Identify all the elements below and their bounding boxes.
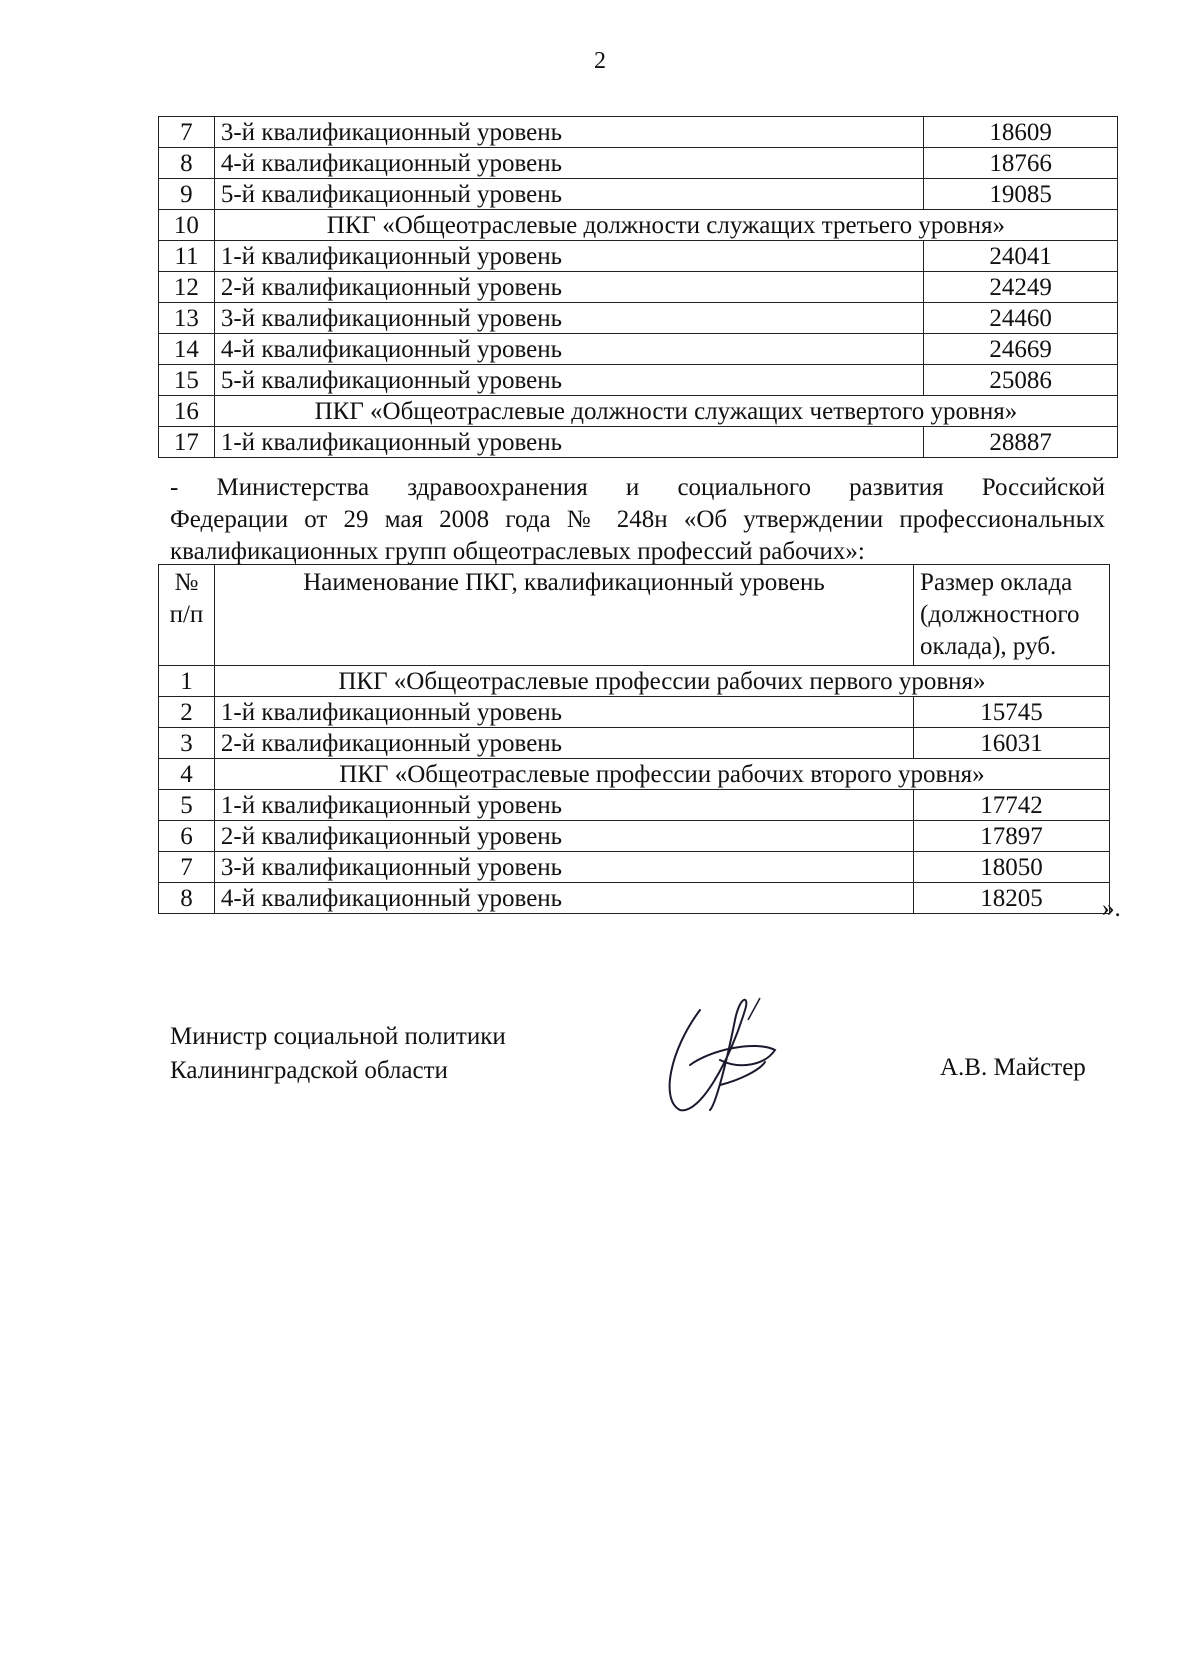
row-number: 3 bbox=[159, 728, 215, 759]
salary-value: 18766 bbox=[924, 148, 1118, 179]
level-label: 5-й квалификационный уровень bbox=[214, 179, 923, 210]
level-label: 2-й квалификационный уровень bbox=[214, 272, 923, 303]
salary-value: 15745 bbox=[914, 697, 1110, 728]
signatory-title-line: Министр социальной политики bbox=[170, 1023, 506, 1050]
table-row bbox=[159, 148, 1118, 179]
level-label: 2-й квалификационный уровень bbox=[214, 821, 913, 852]
table-header-row bbox=[159, 565, 1110, 666]
level-label: 1-й квалификационный уровень bbox=[214, 427, 923, 458]
worker-professions-salary-table bbox=[158, 564, 1110, 914]
row-number: 15 bbox=[159, 365, 215, 396]
header-salary: Размер оклада (должностного оклада), руб. bbox=[914, 565, 1110, 666]
row-number: 2 bbox=[159, 697, 215, 728]
decree-text-line: - Министерства здравоохранения и социального развития Российской bbox=[170, 474, 1105, 501]
salary-value: 17897 bbox=[914, 821, 1110, 852]
signatory-title bbox=[170, 1020, 506, 1088]
level-label: 1-й квалификационный уровень bbox=[214, 697, 913, 728]
row-number: 14 bbox=[159, 334, 215, 365]
salary-value: 18205 bbox=[914, 883, 1110, 914]
level-label: 4-й квалификационный уровень bbox=[214, 148, 923, 179]
salary-value: 19085 bbox=[924, 179, 1118, 210]
row-number: 16 bbox=[159, 396, 215, 427]
table-row bbox=[159, 117, 1118, 148]
header-num: № п/п bbox=[159, 565, 215, 666]
group-header-row bbox=[159, 666, 1110, 697]
row-number: 12 bbox=[159, 272, 215, 303]
row-number: 1 bbox=[159, 666, 215, 697]
row-number: 7 bbox=[159, 117, 215, 148]
row-number: 10 bbox=[159, 210, 215, 241]
level-label: 2-й квалификационный уровень bbox=[214, 728, 913, 759]
level-label: 4-й квалификационный уровень bbox=[214, 883, 913, 914]
signatory-title-line: Калининградской области bbox=[170, 1057, 448, 1084]
level-label: 1-й квалификационный уровень bbox=[214, 241, 923, 272]
row-number: 8 bbox=[159, 148, 215, 179]
row-number: 9 bbox=[159, 179, 215, 210]
signatory-name: А.В. Майстер bbox=[940, 1054, 1086, 1081]
group-header-row bbox=[159, 759, 1110, 790]
salary-value: 28887 bbox=[924, 427, 1118, 458]
row-number: 5 bbox=[159, 790, 215, 821]
handwritten-signature bbox=[660, 990, 800, 1120]
group-header-row bbox=[159, 210, 1118, 241]
level-label: 4-й квалификационный уровень bbox=[214, 334, 923, 365]
row-number: 6 bbox=[159, 821, 215, 852]
salary-value: 24041 bbox=[924, 241, 1118, 272]
table-row bbox=[159, 852, 1110, 883]
header-name: Наименование ПКГ, квалификационный уровень bbox=[214, 565, 913, 666]
table-row bbox=[159, 790, 1110, 821]
salary-value: 18609 bbox=[924, 117, 1118, 148]
salary-table-continued bbox=[158, 116, 1118, 458]
row-number: 17 bbox=[159, 427, 215, 458]
level-label: 3-й квалификационный уровень bbox=[214, 852, 913, 883]
group-title: ПКГ «Общеотраслевые профессии рабочих первого уровня» bbox=[214, 666, 1109, 697]
salary-value: 25086 bbox=[924, 365, 1118, 396]
group-title: ПКГ «Общеотраслевые профессии рабочих второго уровня» bbox=[214, 759, 1109, 790]
level-label: 3-й квалификационный уровень bbox=[214, 303, 923, 334]
group-title: ПКГ «Общеотраслевые должности служащих четвертого уровня» bbox=[214, 396, 1117, 427]
table-row bbox=[159, 728, 1110, 759]
salary-value: 16031 bbox=[914, 728, 1110, 759]
row-number: 13 bbox=[159, 303, 215, 334]
salary-value: 24249 bbox=[924, 272, 1118, 303]
level-label: 1-й квалификационный уровень bbox=[214, 790, 913, 821]
level-label: 5-й квалификационный уровень bbox=[214, 365, 923, 396]
salary-value: 18050 bbox=[914, 852, 1110, 883]
group-title: ПКГ «Общеотраслевые должности служащих третьего уровня» bbox=[214, 210, 1117, 241]
table-row bbox=[159, 697, 1110, 728]
table-row bbox=[159, 427, 1118, 458]
group-header-row bbox=[159, 396, 1118, 427]
table-row bbox=[159, 883, 1110, 914]
page-number: 2 bbox=[594, 48, 606, 74]
table-row bbox=[159, 821, 1110, 852]
row-number: 4 bbox=[159, 759, 215, 790]
salary-value: 17742 bbox=[914, 790, 1110, 821]
table-row bbox=[159, 179, 1118, 210]
decree-text-line: Федерации от 29 мая 2008 года № 248н «Об утверждении профессиональных bbox=[170, 506, 1105, 533]
table-row bbox=[159, 334, 1118, 365]
table-row bbox=[159, 241, 1118, 272]
decree-reference-paragraph bbox=[170, 472, 1105, 568]
salary-value: 24460 bbox=[924, 303, 1118, 334]
decree-text-line: квалификационных групп общеотраслевых профессий рабочих»: bbox=[170, 538, 865, 565]
table-row bbox=[159, 272, 1118, 303]
table-row bbox=[159, 303, 1118, 334]
row-number: 7 bbox=[159, 852, 215, 883]
closing-quote-mark: ». bbox=[1102, 895, 1121, 922]
table-row bbox=[159, 365, 1118, 396]
level-label: 3-й квалификационный уровень bbox=[214, 117, 923, 148]
row-number: 8 bbox=[159, 883, 215, 914]
salary-value: 24669 bbox=[924, 334, 1118, 365]
row-number: 11 bbox=[159, 241, 215, 272]
